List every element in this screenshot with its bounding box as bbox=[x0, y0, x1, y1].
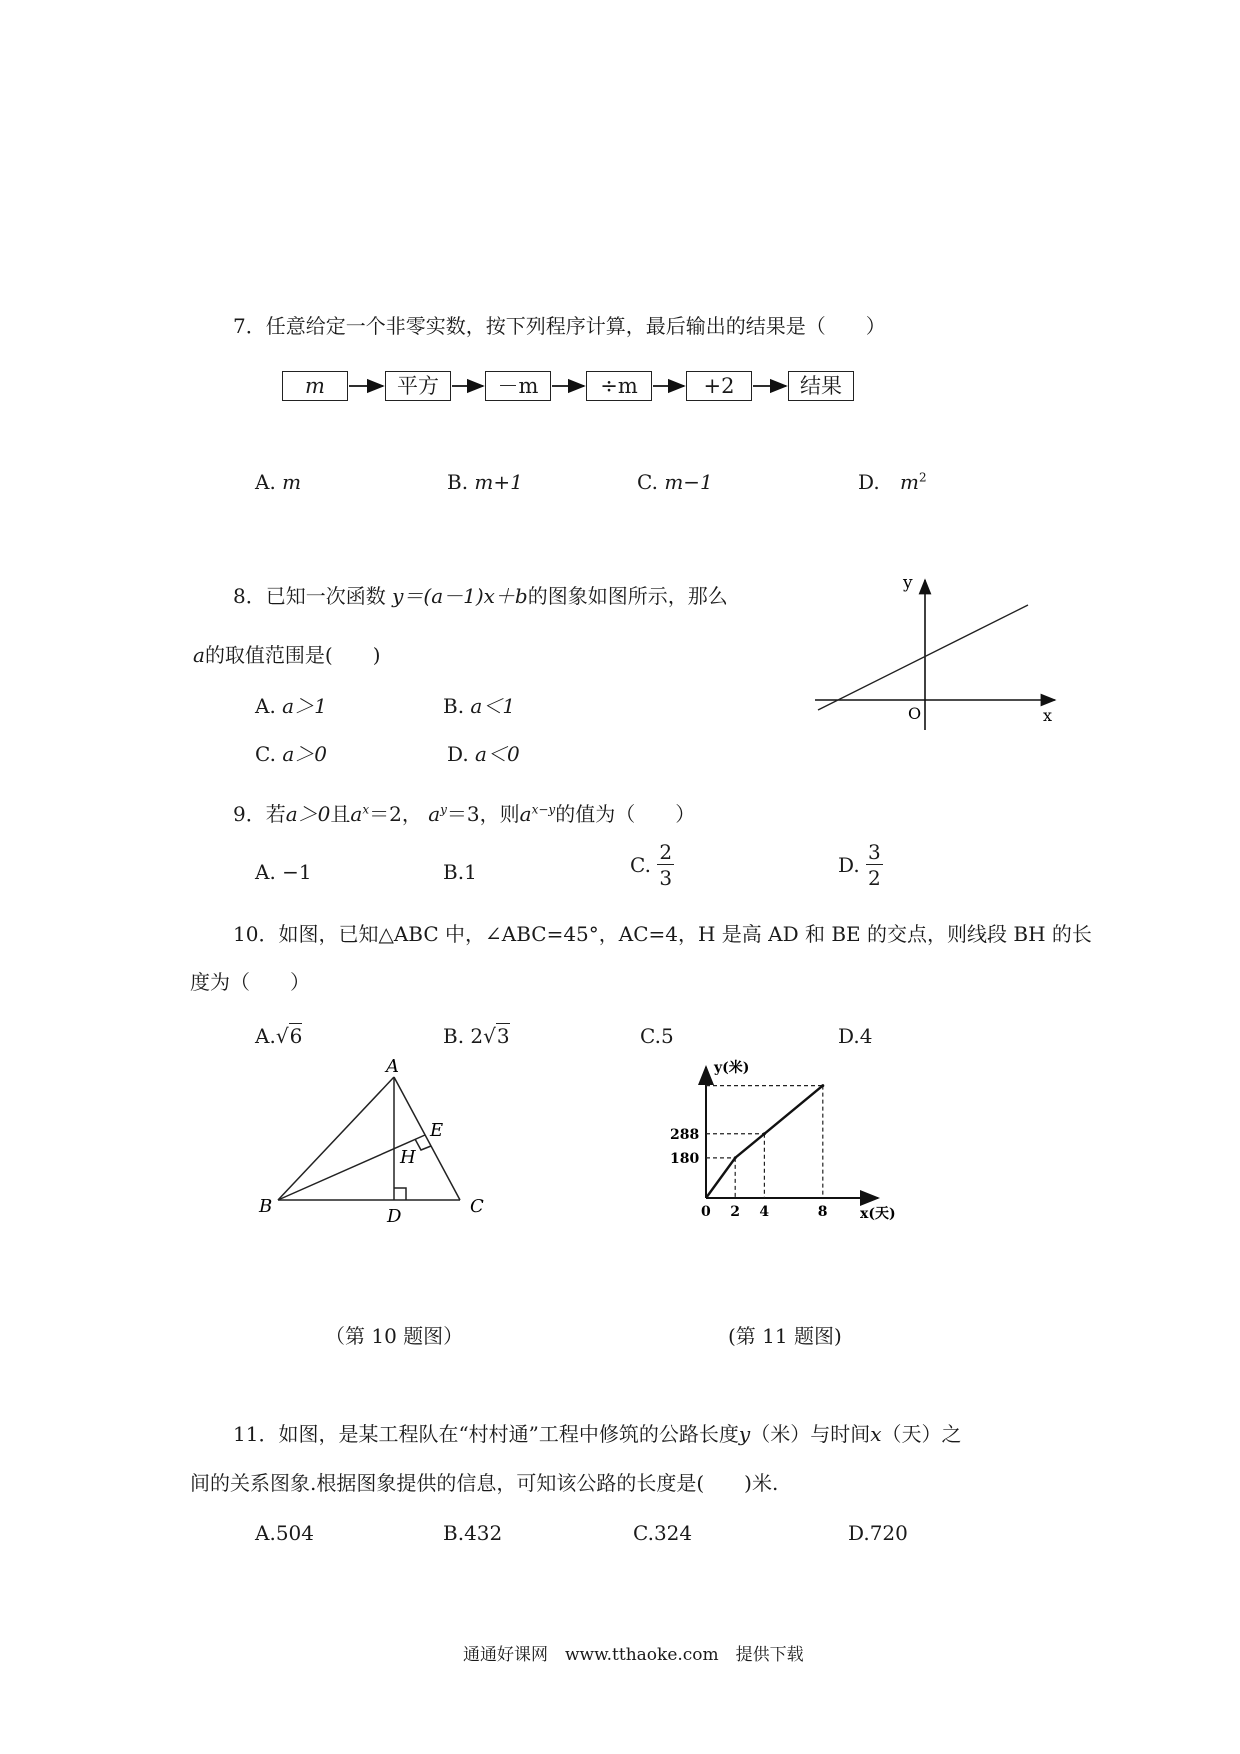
q8-var-a: a bbox=[193, 643, 205, 667]
option-expr: a＞1 bbox=[282, 694, 327, 718]
option-letter: C. bbox=[633, 1521, 654, 1545]
q10-caption: （第 10 题图） bbox=[325, 1324, 464, 1348]
q10-option-a[interactable] bbox=[255, 1024, 302, 1048]
option-letter: D. bbox=[447, 742, 469, 766]
q9-stem-prefix: 9．若 bbox=[233, 802, 286, 826]
option-expr: 1 bbox=[464, 860, 477, 884]
option-expr: 4 bbox=[859, 1024, 873, 1048]
sqrt-sign: √ bbox=[275, 1024, 289, 1048]
q9-cond1: a＞0 bbox=[285, 802, 331, 826]
q9-stem bbox=[233, 798, 695, 827]
flow-arrows bbox=[0, 0, 1240, 420]
flow-box-minus-m: －m bbox=[485, 371, 551, 401]
q11-x-axis-label: x(天) bbox=[860, 1206, 896, 1222]
flow-box-square: 平方 bbox=[385, 371, 451, 401]
flow-box-divide-m: ÷m bbox=[586, 371, 652, 401]
option-expr: −1 bbox=[282, 860, 312, 884]
page-footer: 通通好课网 www.tthaoke.com 提供下载 bbox=[463, 1645, 804, 1665]
q8-graph bbox=[800, 565, 1070, 735]
q7-stem: 7．任意给定一个非零实数，按下列程序计算，最后输出的结果是（ ） bbox=[233, 314, 886, 338]
fraction-numerator: 2 bbox=[659, 840, 673, 864]
q7-option-b[interactable] bbox=[447, 470, 523, 494]
q11-stem-part-a: 11．如图，是某工程队在“村村通”工程中修筑的公路长度 bbox=[233, 1422, 739, 1446]
q8-x-label: x bbox=[1043, 706, 1053, 725]
option-letter: B. bbox=[443, 1521, 465, 1545]
q11-caption: (第 11 题图) bbox=[728, 1324, 842, 1348]
label-b: B bbox=[259, 1196, 273, 1217]
q11-stem-line1 bbox=[233, 1418, 962, 1447]
q9-cond2-exp: x bbox=[362, 802, 370, 817]
q9-and: 且 bbox=[330, 802, 351, 826]
q8-stem-suffix: 的图象如图所示，那么 bbox=[527, 584, 728, 608]
label-a: A bbox=[386, 1056, 399, 1077]
q7-option-a[interactable] bbox=[255, 470, 301, 494]
option-expr: m+1 bbox=[474, 470, 523, 494]
q9-option-d[interactable] bbox=[838, 842, 883, 888]
right-angle-d bbox=[394, 1188, 406, 1200]
q7-option-c[interactable] bbox=[637, 470, 713, 494]
q8-option-d[interactable] bbox=[447, 738, 520, 767]
option-radicand: 3 bbox=[496, 1024, 510, 1048]
fraction-denominator: 2 bbox=[868, 866, 881, 890]
q10-triangle-figure bbox=[250, 1055, 500, 1230]
q11-x-tick-label: 0 bbox=[701, 1204, 711, 1220]
q8-origin-label: O bbox=[908, 704, 922, 723]
q10-stem-line2: 度为（ ） bbox=[190, 970, 310, 994]
q11-stem-part-c: （天）之 bbox=[881, 1422, 962, 1446]
q8-option-b[interactable] bbox=[443, 690, 515, 719]
q11-option-b[interactable] bbox=[443, 1521, 502, 1545]
q11-var-y: y bbox=[738, 1422, 751, 1446]
q9-target-base: a bbox=[519, 802, 532, 826]
option-letter: A. bbox=[255, 694, 276, 718]
q9-option-c[interactable] bbox=[630, 842, 674, 888]
q9-option-b[interactable] bbox=[443, 860, 477, 884]
q11-y-tick-label: 180 bbox=[670, 1150, 700, 1167]
label-e: E bbox=[430, 1120, 444, 1141]
triangle-side-ac bbox=[394, 1077, 460, 1200]
option-expr: a＜0 bbox=[475, 742, 520, 766]
label-h: H bbox=[400, 1147, 416, 1168]
q10-stem-line1: 10．如图，已知△ABC 中，∠ABC=45°，AC=4，H 是高 AD 和 BE 的交点，则线段 BH 的长 bbox=[233, 922, 1092, 946]
fraction-numerator: 3 bbox=[868, 840, 881, 864]
option-letter: D. bbox=[838, 1024, 860, 1048]
q11-stem-part-b: （米）与时间 bbox=[750, 1422, 871, 1446]
q9-target-exp: x−y bbox=[531, 802, 556, 817]
option-expr: 432 bbox=[464, 1521, 503, 1545]
q8-range-text: 的取值范围是( ) bbox=[204, 643, 381, 667]
option-expr: m−1 bbox=[664, 470, 713, 494]
q10-option-c[interactable] bbox=[640, 1024, 674, 1048]
q7-option-d[interactable] bbox=[858, 470, 927, 494]
q8-option-c[interactable] bbox=[255, 738, 327, 767]
option-fraction bbox=[657, 842, 674, 888]
option-expr: a＜1 bbox=[470, 694, 516, 718]
q8-stem-line2 bbox=[193, 639, 381, 668]
flow-box-plus-2: +2 bbox=[686, 371, 752, 401]
q9-cond3-exp: y bbox=[440, 802, 447, 817]
option-expr: 504 bbox=[275, 1521, 314, 1545]
q8-formula: y＝(a－1)x＋b bbox=[392, 584, 528, 608]
option-letter: B. bbox=[443, 1024, 465, 1048]
option-radicand: 6 bbox=[289, 1024, 303, 1048]
option-fraction bbox=[866, 842, 883, 888]
option-expr: 324 bbox=[653, 1521, 693, 1545]
q11-x-tick-label: 8 bbox=[817, 1204, 828, 1220]
option-letter: A. bbox=[255, 470, 276, 494]
q11-line-chart bbox=[660, 1055, 920, 1235]
q9-stem-suffix: 的值为（ ） bbox=[555, 802, 696, 826]
option-letter: C. bbox=[637, 470, 658, 494]
q8-function-line bbox=[818, 605, 1028, 710]
q8-option-a[interactable] bbox=[255, 690, 327, 719]
q11-y-axis-label: y(米) bbox=[714, 1060, 750, 1076]
q11-option-c[interactable] bbox=[633, 1521, 692, 1545]
sqrt-sign: √ bbox=[483, 1024, 496, 1048]
option-expr: m bbox=[282, 470, 302, 494]
q8-stem bbox=[233, 580, 728, 609]
label-c: C bbox=[470, 1196, 484, 1217]
q11-option-a[interactable] bbox=[255, 1521, 314, 1545]
option-expr: 720 bbox=[869, 1521, 908, 1545]
option-letter: B. bbox=[443, 860, 465, 884]
q8-stem-prefix: 8．已知一次函数 bbox=[233, 584, 386, 608]
q9-cond2-rhs: ＝2， bbox=[369, 802, 422, 826]
q10-option-d[interactable] bbox=[838, 1024, 872, 1048]
q9-cond3-base: a bbox=[428, 802, 441, 826]
q11-x-tick-label: 2 bbox=[730, 1204, 740, 1220]
option-letter: D. bbox=[838, 853, 860, 877]
q11-x-tick-label: 4 bbox=[759, 1204, 770, 1220]
fraction-denominator: 3 bbox=[659, 866, 673, 890]
option-letter: D. bbox=[858, 470, 880, 494]
option-exponent: 2 bbox=[919, 470, 927, 485]
triangle-side-ab bbox=[278, 1077, 394, 1200]
flow-box-input: m bbox=[282, 371, 348, 401]
q9-option-a[interactable] bbox=[255, 860, 312, 884]
option-letter: A. bbox=[255, 860, 276, 884]
q10-option-b[interactable] bbox=[443, 1024, 510, 1048]
q9-cond2-base: a bbox=[350, 802, 363, 826]
q11-y-tick-label: 288 bbox=[670, 1126, 700, 1143]
q9-cond3-rhs: ＝3，则 bbox=[446, 802, 520, 826]
option-letter: A. bbox=[255, 1521, 276, 1545]
option-letter: C. bbox=[640, 1024, 661, 1048]
label-d: D bbox=[387, 1206, 402, 1227]
q11-var-x: x bbox=[870, 1422, 882, 1446]
q11-stem-line2: 间的关系图象.根据图象提供的信息，可知该公路的长度是( )米. bbox=[190, 1471, 779, 1495]
option-expr: a＞0 bbox=[282, 742, 327, 766]
option-letter: C. bbox=[255, 742, 276, 766]
option-expr: m bbox=[900, 470, 920, 494]
option-letter: B. bbox=[447, 470, 469, 494]
option-letter: A. bbox=[255, 1024, 276, 1048]
flow-box-result: 结果 bbox=[788, 371, 854, 401]
option-coefficient: 2 bbox=[470, 1024, 484, 1048]
q8-y-label: y bbox=[903, 573, 913, 593]
option-letter: C. bbox=[630, 853, 651, 877]
option-letter: D. bbox=[848, 1521, 870, 1545]
q11-option-d[interactable] bbox=[848, 1521, 908, 1545]
option-letter: B. bbox=[443, 694, 465, 718]
option-expr: 5 bbox=[660, 1024, 674, 1048]
